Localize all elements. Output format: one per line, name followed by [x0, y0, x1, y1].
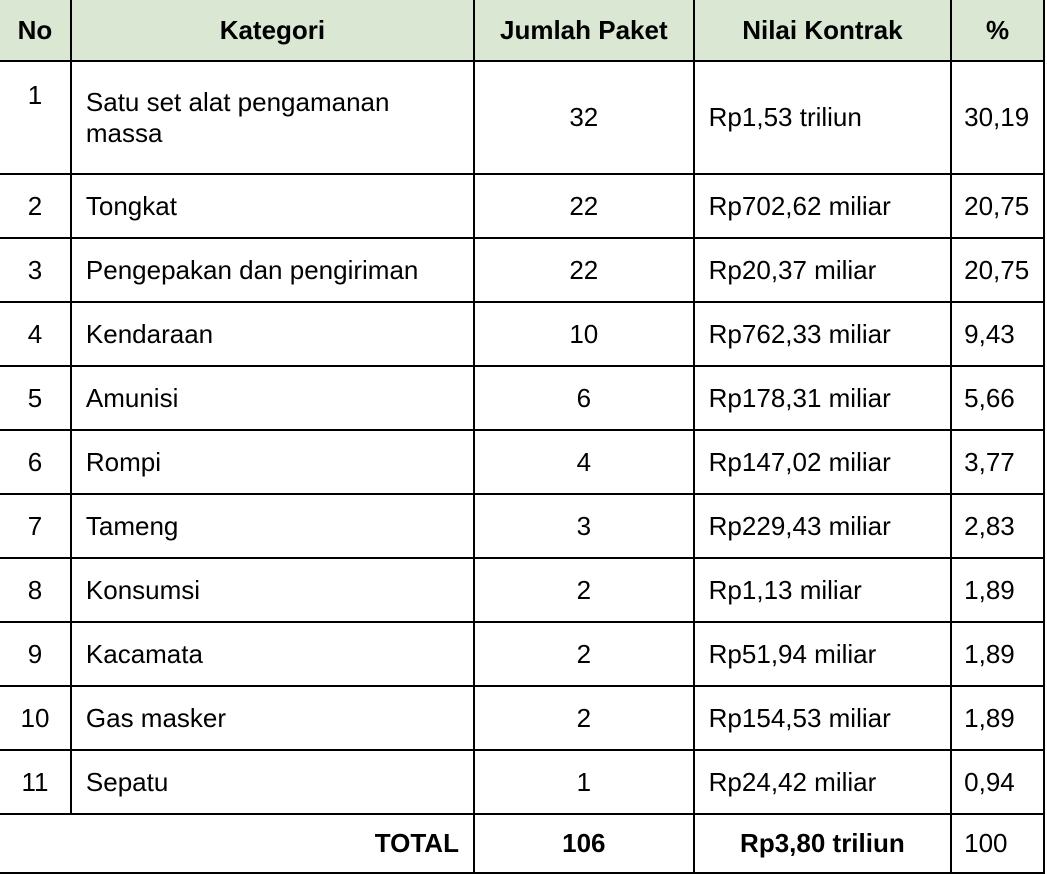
row-jumlah-paket: 32: [474, 61, 694, 174]
row-kategori: Sepatu: [71, 750, 474, 814]
row-kategori: Kacamata: [71, 622, 474, 686]
row-percent: 5,66: [951, 366, 1044, 430]
row-kategori: Konsumsi: [71, 558, 474, 622]
row-kategori: Kendaraan: [71, 302, 474, 366]
row-kategori: Tongkat: [71, 174, 474, 238]
row-percent: 2,83: [951, 494, 1044, 558]
total-jumlah: 106: [474, 814, 694, 873]
row-nilai-kontrak: Rp762,33 miliar: [694, 302, 951, 366]
total-label: TOTAL: [0, 814, 474, 873]
row-no: 11: [0, 750, 71, 814]
row-nilai-kontrak: Rp20,37 miliar: [694, 238, 951, 302]
row-nilai-kontrak: Rp24,42 miliar: [694, 750, 951, 814]
table-row: [0, 238, 1044, 302]
row-jumlah-paket: 2: [474, 558, 694, 622]
table-row: [0, 61, 1044, 174]
row-no: 2: [0, 174, 71, 238]
table-row: [0, 366, 1044, 430]
table-row: [0, 430, 1044, 494]
row-jumlah-paket: 22: [474, 238, 694, 302]
table-row: [0, 174, 1044, 238]
table-row: [0, 750, 1044, 814]
row-nilai-kontrak: Rp1,13 miliar: [694, 558, 951, 622]
table-row: [0, 622, 1044, 686]
row-jumlah-paket: 2: [474, 686, 694, 750]
row-nilai-kontrak: Rp154,53 miliar: [694, 686, 951, 750]
row-jumlah-paket: 4: [474, 430, 694, 494]
row-kategori: Pengepakan dan pengiriman: [71, 238, 474, 302]
row-percent: 3,77: [951, 430, 1044, 494]
row-no: 8: [0, 558, 71, 622]
row-no: 4: [0, 302, 71, 366]
total-row: [0, 814, 1044, 873]
header-row: [0, 0, 1044, 61]
row-kategori: Gas masker: [71, 686, 474, 750]
row-no: 5: [0, 366, 71, 430]
row-jumlah-paket: 2: [474, 622, 694, 686]
row-kategori: Amunisi: [71, 366, 474, 430]
row-percent: 1,89: [951, 622, 1044, 686]
total-percent: 100: [951, 814, 1044, 873]
total-nilai: Rp3,80 triliun: [694, 814, 951, 873]
row-no: 9: [0, 622, 71, 686]
row-percent: 30,19: [951, 61, 1044, 174]
row-no: 6: [0, 430, 71, 494]
row-jumlah-paket: 10: [474, 302, 694, 366]
row-no: 7: [0, 494, 71, 558]
row-percent: 1,89: [951, 686, 1044, 750]
row-jumlah-paket: 3: [474, 494, 694, 558]
table-row: [0, 558, 1044, 622]
row-jumlah-paket: 1: [474, 750, 694, 814]
row-percent: 20,75: [951, 174, 1044, 238]
header-kategori: Kategori: [71, 0, 474, 61]
row-nilai-kontrak: Rp147,02 miliar: [694, 430, 951, 494]
header-jumlah-paket: Jumlah Paket: [474, 0, 694, 61]
table-row: [0, 686, 1044, 750]
row-nilai-kontrak: Rp229,43 miliar: [694, 494, 951, 558]
header-percent: %: [951, 0, 1044, 61]
row-no: 3: [0, 238, 71, 302]
row-percent: 9,43: [951, 302, 1044, 366]
header-nilai-kontrak: Nilai Kontrak: [694, 0, 951, 61]
row-nilai-kontrak: Rp178,31 miliar: [694, 366, 951, 430]
table-row: [0, 494, 1044, 558]
row-kategori: Rompi: [71, 430, 474, 494]
row-nilai-kontrak: Rp51,94 miliar: [694, 622, 951, 686]
row-percent: 20,75: [951, 238, 1044, 302]
row-no: 10: [0, 686, 71, 750]
row-no: 1: [0, 61, 71, 174]
row-kategori: Tameng: [71, 494, 474, 558]
row-nilai-kontrak: Rp1,53 triliun: [694, 61, 951, 174]
row-percent: 1,89: [951, 558, 1044, 622]
row-nilai-kontrak: Rp702,62 miliar: [694, 174, 951, 238]
row-kategori: Satu set alat pengamanan massa: [71, 61, 474, 174]
row-jumlah-paket: 22: [474, 174, 694, 238]
header-no: No: [0, 0, 71, 61]
row-jumlah-paket: 6: [474, 366, 694, 430]
row-percent: 0,94: [951, 750, 1044, 814]
table-row: [0, 302, 1044, 366]
